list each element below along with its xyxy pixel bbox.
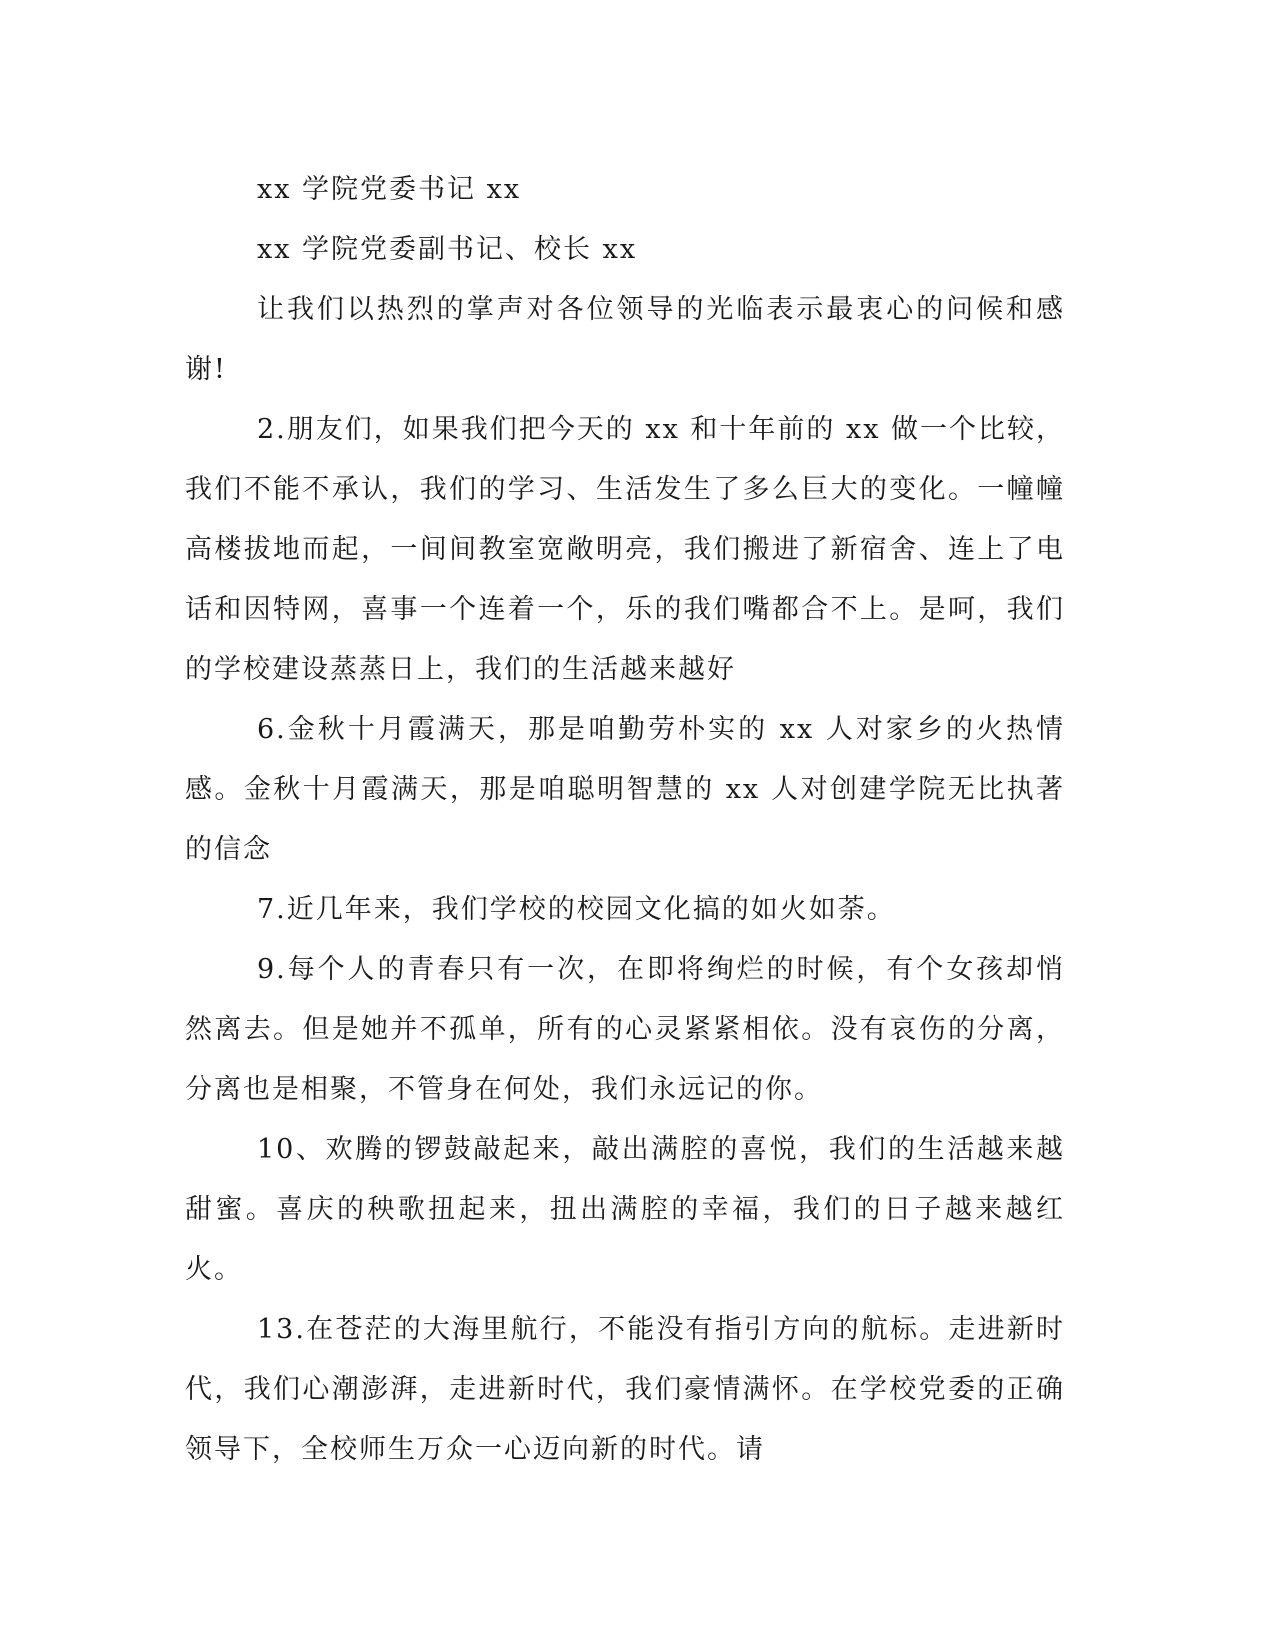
document-body bbox=[185, 160, 1065, 1480]
paragraph-welcome-applause: 让我们以热烈的掌声对各位领导的光临表示最衷心的问候和感谢! bbox=[185, 294, 1065, 385]
paragraph-6: 6.金秋十月霞满天，那是咱勤劳朴实的 xx 人对家乡的火热情感。金秋十月霞满天，那是咱聪明智慧的 xx 人对创建学院无比执著的信念 bbox=[185, 714, 1065, 865]
paragraph-deputy-secretary: xx 学院党委副书记、校长 xx bbox=[257, 234, 638, 265]
paragraph-9: 9.每个人的青春只有一次，在即将绚烂的时候，有个女孩却悄然离去。但是她并不孤单，所有的心灵紧紧相依。没有哀伤的分离，分离也是相聚，不管身在何处，我们永远记的你。 bbox=[185, 954, 1065, 1105]
paragraph-party-secretary: xx 学院党委书记 xx bbox=[257, 174, 522, 205]
paragraph-2: 2.朋友们，如果我们把今天的 xx 和十年前的 xx 做一个比较，我们不能不承认，我们的学习、生活发生了多么巨大的变化。一幢幢高楼拔地而起，一间间教室宽敞明亮，我们搬进了新宿舍、连上了电话和因特网，喜事一个连着一个，乐的我们嘴都合不上。是呵，我们的学校建设蒸蒸日上，我们的生活越来越好 bbox=[185, 414, 1065, 685]
paragraph-13: 13.在苍茫的大海里航行，不能没有指引方向的航标。走进新时代，我们心潮澎湃，走进新时代，我们豪情满怀。在学校党委的正确领导下，全校师生万众一心迈向新的时代。请 bbox=[185, 1314, 1065, 1465]
paragraph-10: 10、欢腾的锣鼓敲起来，敲出满腔的喜悦，我们的生活越来越甜蜜。喜庆的秧歌扭起来，扭出满腔的幸福，我们的日子越来越红火。 bbox=[185, 1134, 1065, 1285]
paragraph-7: 7.近几年来，我们学校的校园文化搞的如火如荼。 bbox=[257, 894, 896, 925]
